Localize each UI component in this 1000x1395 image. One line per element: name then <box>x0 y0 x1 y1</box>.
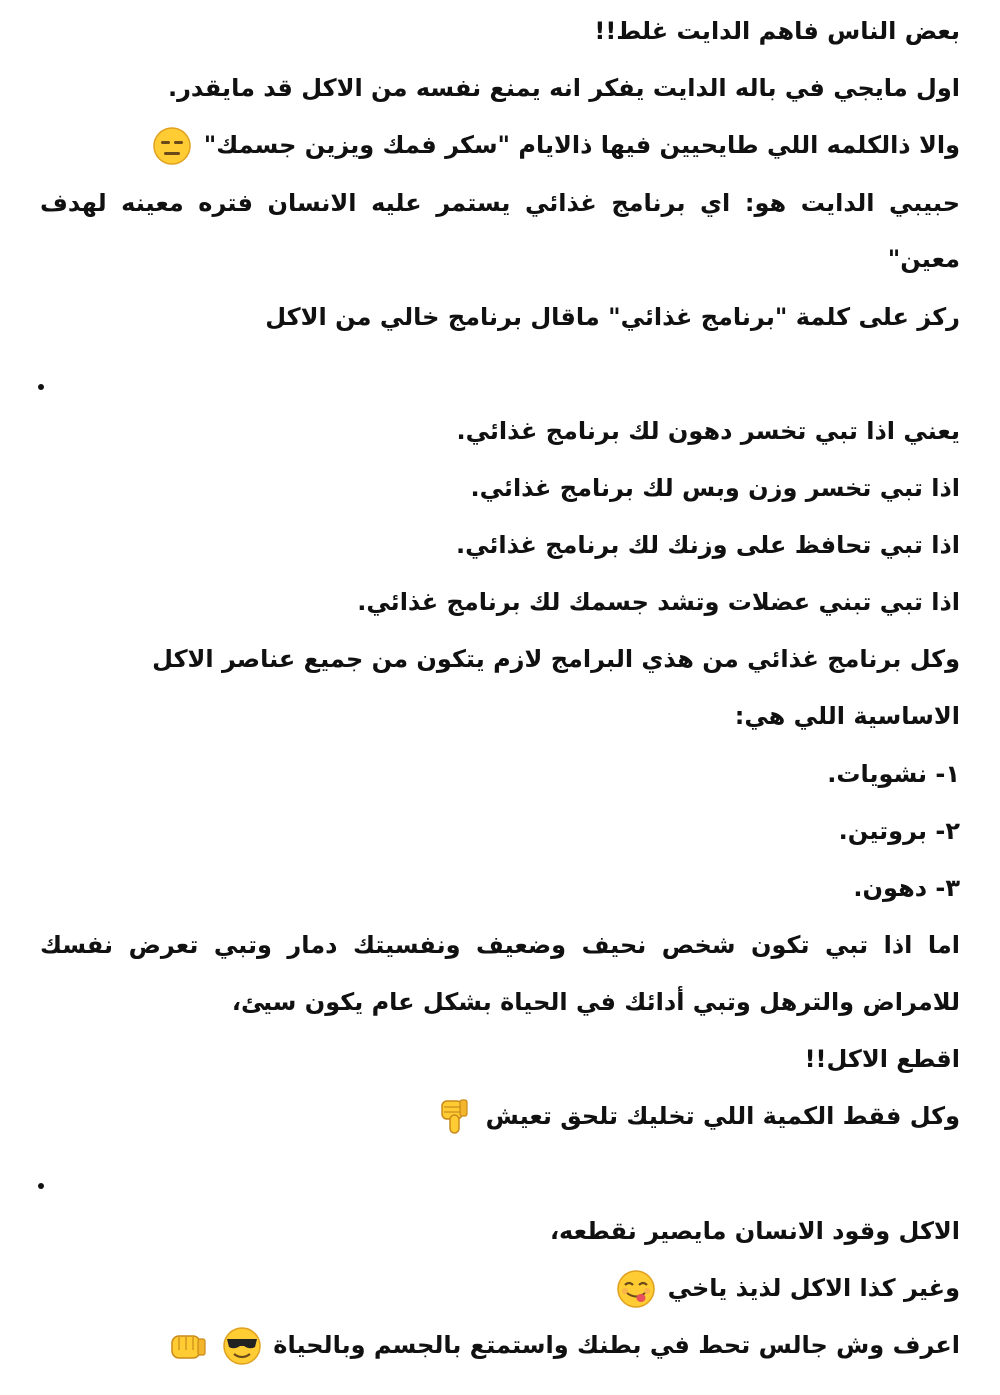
text-line-5 <box>40 234 960 284</box>
line-text: وكل برنامج غذائي من هذي البرامج لازم يتكون من جميع عناصر الاكل <box>152 645 960 673</box>
section-bullet-1 <box>38 384 44 390</box>
line-text: اعرف وش جالس تحط في بطنك واستمتع بالجسم وبالحياة <box>273 1331 960 1359</box>
text-line-16 <box>40 1091 960 1141</box>
text-line-3 <box>40 120 960 170</box>
line-text: معين" <box>887 245 960 273</box>
text-line-19 <box>40 1320 960 1370</box>
text-line-13 <box>40 920 960 970</box>
line-text: اذا تبي تخسر وزن وبس لك برنامج غذائي. <box>470 474 960 502</box>
text-line-12 <box>40 691 960 741</box>
thumbs-down-icon <box>434 1097 474 1137</box>
line-text: الاكل وقود الانسان مايصير نقطعه، <box>549 1217 960 1245</box>
line-text: يعني اذا تبي تخسر دهون لك برنامج غذائي. <box>456 417 960 445</box>
line-text: وغير كذا الاكل لذيذ ياخي <box>667 1274 960 1302</box>
expressionless-face-icon <box>152 126 192 166</box>
line-text: وكل فقط الكمية اللي تخليك تلحق تعيش <box>485 1102 960 1130</box>
line-text: اقطع الاكل!! <box>804 1045 960 1073</box>
smiling-face-with-sunglasses-icon <box>222 1326 262 1366</box>
text-line-1 <box>40 6 960 56</box>
text-line-17 <box>40 1206 960 1256</box>
line-text: ركز على كلمة "برنامج غذائي" ماقال برنامج خالي من الاكل <box>265 303 960 331</box>
text-line-4 <box>40 178 960 228</box>
text-line-7 <box>40 406 960 456</box>
text-line-15 <box>40 1034 960 1084</box>
line-text: اذا تبي تبني عضلات وتشد جسمك لك برنامج غذائي. <box>357 588 960 616</box>
text-line-2 <box>40 63 960 113</box>
line-text: ٣- دهون. <box>853 874 960 902</box>
line-text: حبيبي الدايت هو: اي برنامج غذائي يستمر عليه الانسان فتره معينه لهدف <box>40 189 960 217</box>
line-text: والا ذالكلمه اللي طايحيين فيها ذالايام "سكر فمك ويزين جسمك" <box>203 131 960 159</box>
text-line-14 <box>40 977 960 1027</box>
face-savoring-food-icon <box>616 1269 656 1309</box>
line-text: للامراض والترهل وتبي أدائك في الحياة بشكل عام يكون سيئ، <box>231 988 960 1016</box>
text-line-9 <box>40 520 960 570</box>
line-text: اذا تبي تحافظ على وزنك لك برنامج غذائي. <box>455 531 960 559</box>
text-line-6 <box>40 292 960 342</box>
oncoming-fist-icon <box>168 1326 208 1366</box>
line-text: بعض الناس فاهم الدايت غلط!! <box>594 17 960 45</box>
line-text: اما اذا تبي تكون شخص نحيف وضعيف ونفسيتك دمار وتبي تعرض نفسك <box>40 931 960 959</box>
line-text: ٢- بروتين. <box>838 817 960 845</box>
text-line-11 <box>40 634 960 684</box>
line-text: الاساسية اللي هي: <box>734 702 960 730</box>
list-item-1 <box>40 749 960 799</box>
line-text: ١- نشويات. <box>827 760 960 788</box>
line-text: اول مايجي في باله الدايت يفكر انه يمنع نفسه من الاكل قد مايقدر. <box>167 74 960 102</box>
list-item-2 <box>40 806 960 856</box>
section-bullet-2 <box>38 1183 44 1189</box>
text-line-18 <box>40 1263 960 1313</box>
text-line-8 <box>40 463 960 513</box>
list-item-3 <box>40 863 960 913</box>
text-line-10 <box>40 577 960 627</box>
